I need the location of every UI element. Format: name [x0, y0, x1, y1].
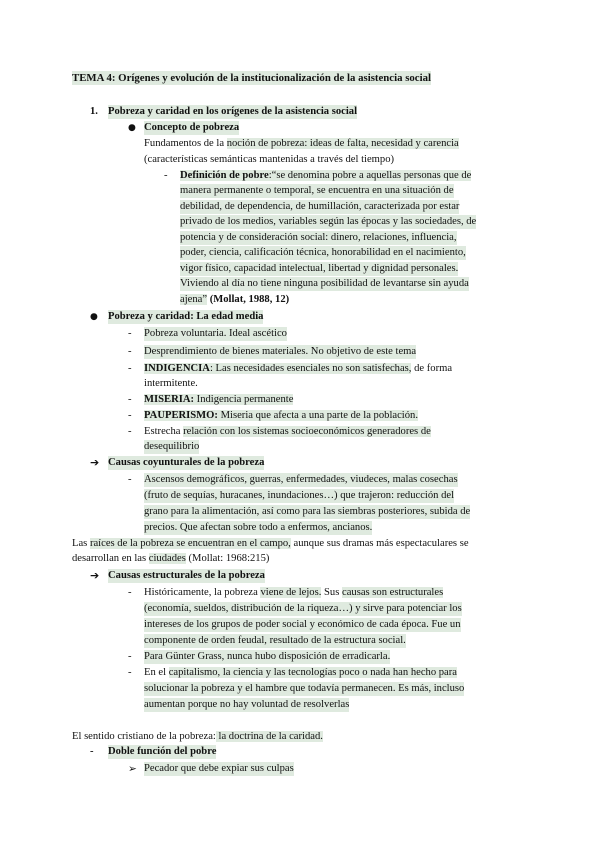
- pecador-item: Pecador que debe expiar sus culpas: [144, 763, 294, 774]
- edad-media-label: Pobreza y caridad: La edad media: [108, 311, 264, 322]
- definicion-line-9: ajena” (Mollat, 1988, 12): [180, 294, 290, 305]
- dash-marker: -: [128, 426, 132, 437]
- coyunturales-line-4: precios. Que afectan sobre todo a enfermos, ancianos.: [144, 522, 373, 533]
- definicion-line-6: poder, ciencia, calificación técnica, honorabilidad en el nacimiento,: [180, 247, 466, 258]
- definicion-line-5: potencia y de consideración social: dinero, relaciones, influencia,: [180, 232, 457, 243]
- edad-media-item-2: Desprendimiento de bienes materiales. No objetivo de este tema: [144, 346, 417, 357]
- edad-media-item-1: Pobreza voluntaria. Ideal ascético: [144, 328, 287, 339]
- dash-marker: -: [164, 170, 168, 181]
- cristiano-line: El sentido cristiano de la pobreza: la doctrina de la caridad.: [72, 731, 323, 742]
- raices-line-2: desarrollan en las ciudades (Mollat: 1968:215): [72, 553, 270, 564]
- definicion-line-1: Definición de pobre:“se denomina pobre a aquellas personas que de: [180, 170, 472, 181]
- edad-media-item-5: PAUPERISMO: Miseria que afecta a una parte de la población.: [144, 410, 418, 421]
- estructurales-p2: Para Günter Grass, nunca hubo disposición de erradicarla.: [144, 651, 391, 662]
- bullet-icon: ●: [90, 312, 98, 322]
- dash-marker: -: [128, 651, 132, 662]
- concepto-line-1: Fundamentos de la noción de pobreza: ideas de falta, necesidad y carencia: [144, 138, 459, 149]
- arrow-icon: ➔: [90, 456, 100, 469]
- dash-marker: -: [128, 394, 132, 405]
- bullet-icon: ●: [128, 123, 136, 133]
- definicion-line-3: debilidad, de dependencia, de humillación, caracterizada por estar: [180, 201, 460, 212]
- coyunturales-line-2: (fruto de sequías, huracanes, inundaciones…) que trajeron: reducción del: [144, 490, 455, 501]
- dash-marker: -: [128, 363, 132, 374]
- section-number: 1.: [90, 106, 98, 117]
- coyunturales-label: Causas coyunturales de la pobreza: [108, 457, 265, 468]
- coyunturales-line-3: grano para la alimentación, así como para las siembras posteriores, subida de: [144, 506, 471, 517]
- arrow-icon: ➔: [90, 569, 100, 582]
- section-heading: Pobreza y caridad en los orígenes de la asistencia social: [108, 106, 358, 117]
- definicion-line-2: manera permanente o temporal, se encuentra en una situación de: [180, 185, 454, 196]
- edad-media-item-3: INDIGENCIA: Las necesidades esenciales no son satisfechas, de forma: [144, 363, 453, 374]
- edad-media-item-3-cont: intermitente.: [144, 378, 198, 389]
- document-title: TEMA 4: Orígenes y evolución de la institucionalización de la asistencia social: [72, 72, 431, 84]
- estructurales-label: Causas estructurales de la pobreza: [108, 570, 265, 581]
- dash-marker: -: [128, 587, 132, 598]
- pointer-icon: ➢: [128, 763, 137, 775]
- concepto-line-2: (características semánticas mantenidas a través del tiempo): [144, 154, 395, 165]
- estructurales-p1-line-4: componente de orden feudal, resultado de la estructura social.: [144, 635, 406, 646]
- estructurales-p1-line-1: Históricamente, la pobreza viene de lejos. Sus causas son estructurales: [144, 587, 444, 598]
- dash-marker: -: [128, 667, 132, 678]
- edad-media-item-6-cont: desequilibrio: [144, 441, 200, 452]
- estructurales-p3-line-3: aumentan porque no hay voluntad de resolverlas: [144, 699, 350, 710]
- doble-funcion-label: Doble función del pobre: [108, 746, 217, 757]
- edad-media-item-6: Estrecha relación con los sistemas socioeconómicos generadores de: [144, 426, 431, 437]
- concepto-label: Concepto de pobreza: [144, 122, 240, 133]
- estructurales-p3-line-1: En el capitalismo, la ciencia y las tecnologías poco o nada han hecho para: [144, 667, 457, 678]
- definicion-line-8: Viviendo al día no tiene ninguna posibilidad de levantarse sin ayuda: [180, 278, 469, 289]
- edad-media-item-4: MISERIA: Indigencia permanente: [144, 394, 294, 405]
- dash-marker: -: [128, 474, 132, 485]
- estructurales-p1-line-2: (economía, sueldos, distribución de la riqueza…) y sirve para potenciar los: [144, 603, 462, 614]
- dash-marker: -: [128, 410, 132, 421]
- estructurales-p1-line-3: intereses de los grupos de poder social y económico de cada época. Fue un: [144, 619, 461, 630]
- estructurales-p3-line-2: solucionar la pobreza y el hambre que todavía permanecen. Es más, incluso: [144, 683, 465, 694]
- dash-marker: -: [128, 328, 132, 339]
- raices-line-1: Las raíces de la pobreza se encuentran en el campo, aunque sus dramas más espectaculares se: [72, 538, 469, 549]
- coyunturales-line-1: Ascensos demográficos, guerras, enfermedades, viudeces, malas cosechas: [144, 474, 458, 485]
- definicion-line-4: privado de los medios, variables según las épocas y las sociedades, de: [180, 216, 477, 227]
- definicion-line-7: vigor físico, capacidad intelectual, libertad y dignidad personales.: [180, 263, 459, 274]
- dash-marker: -: [128, 346, 132, 357]
- dash-marker: -: [90, 746, 94, 757]
